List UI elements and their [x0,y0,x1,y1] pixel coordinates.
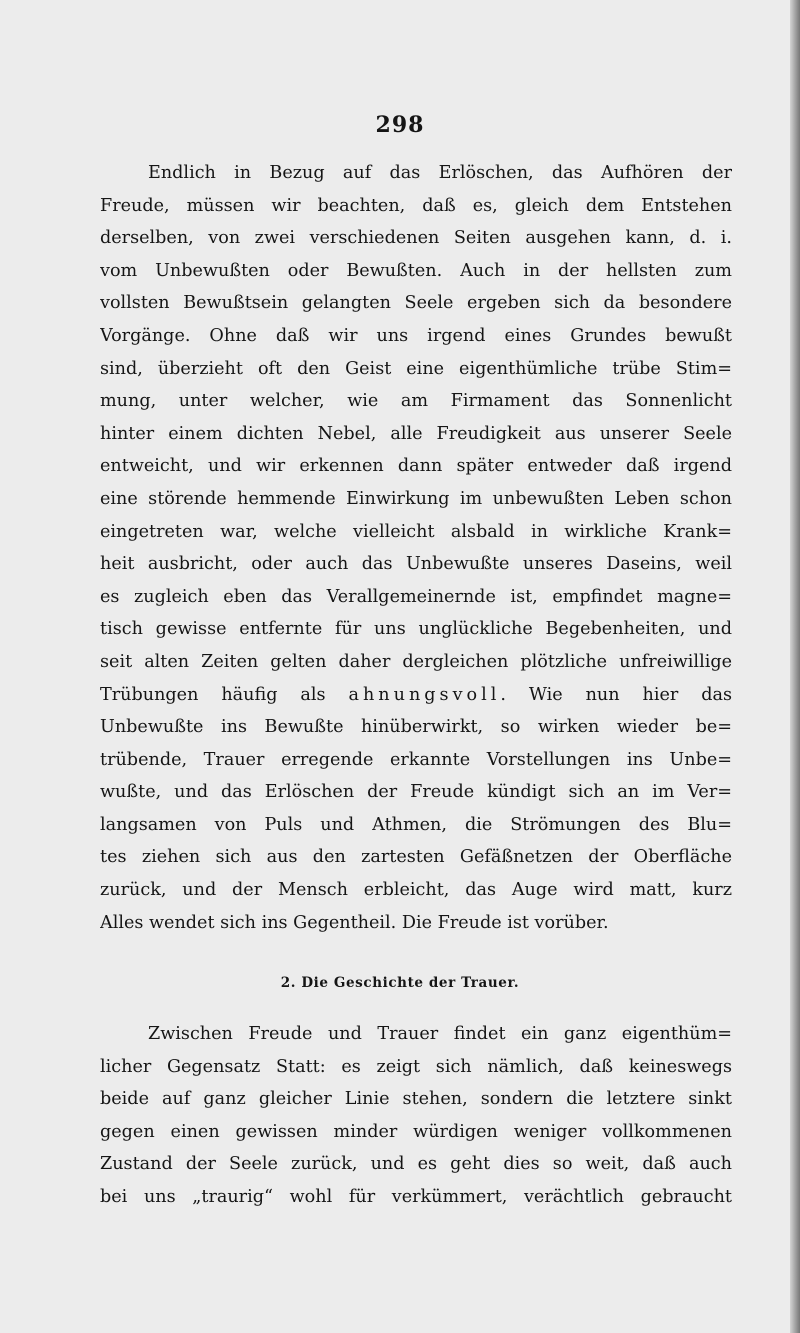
page-number: 298 [375,112,425,138]
text-line: wußte, und das Erlöschen der Freude kündigt sich an im Ver= [100,782,732,803]
text-line: es zugleich eben das Verallgemeinernde ist, empfindet magne= [100,586,732,607]
text-line: gegen einen gewissen minder würdigen weniger vollkommenen [100,1121,732,1142]
text-line: eingetreten war, welche vielleicht alsbald in wirkliche Krank= [100,521,732,542]
text-fragment: . Wie nun hier das [500,684,732,705]
text-line: eine störende hemmende Einwirkung im unbewußten Leben schon [100,488,732,509]
text-line: langsamen von Puls und Athmen, die Strömungen des Blu= [100,814,732,835]
text-line: vom Unbewußten oder Bewußten. Auch in der hellsten zum [100,260,732,281]
text-line: licher Gegensatz Statt: es zeigt sich nämlich, daß keineswegs [100,1056,732,1077]
text-line: bei uns „traurig“ wohl für verkümmert, verächtlich gebraucht [100,1186,732,1207]
text-line: Alles wendet sich ins Gegentheil. Die Freude ist vorüber. [100,912,609,933]
text-line: trübende, Trauer erregende erkannte Vorstellungen ins Unbe= [100,749,732,770]
text-line: hinter einem dichten Nebel, alle Freudigkeit aus unserer Seele [100,423,732,444]
text-line: derselben, von zwei verschiedenen Seiten ausgehen kann, d. i. [100,228,732,249]
text-line: Zustand der Seele zurück, und es geht dies so weit, daß auch [100,1154,732,1175]
text-line: tisch gewisse entfernte für uns unglückliche Begebenheiten, und [100,619,732,640]
text-line: zurück, und der Mensch erbleicht, das Auge wird matt, kurz [100,880,732,901]
paragraph-2 [100,1018,732,1214]
text-line: sind, überzieht oft den Geist eine eigenthümliche trübe Stim= [100,358,732,379]
text-line: entweicht, und wir erkennen dann später entweder daß irgend [100,456,732,477]
text-fragment: Trübungen häufig als [100,684,349,705]
paragraph-1 [100,157,732,939]
text-line: beide auf ganz gleicher Linie stehen, sondern die letztere sinkt [100,1089,732,1110]
text-line: Freude, müssen wir beachten, daß es, gleich dem Entstehen [100,195,732,216]
text-line: heit ausbricht, oder auch das Unbewußte unseres Daseins, weil [100,554,732,575]
text-line: seit alten Zeiten gelten daher dergleichen plötzliche unfreiwillige [100,651,732,672]
text-line: vollsten Bewußtsein gelangten Seele ergeben sich da besondere [100,293,732,314]
text-line: Zwischen Freude und Trauer findet ein ganz eigenthüm= [148,1024,732,1044]
text-line: mung, unter welcher, wie am Firmament das Sonnenlicht [100,391,732,412]
text-line: Unbewußte ins Bewußte hinüberwirkt, so wirken wieder be= [100,717,732,738]
page-edge-shadow [790,0,800,1333]
section-heading: 2. Die Geschichte der Trauer. [280,975,520,991]
text-line: tes ziehen sich aus den zartesten Gefäßnetzen der Oberfläche [100,847,732,868]
text-line-with-emphasis [100,679,732,712]
emphasized-word: ahnungsvoll [348,684,501,705]
text-line: Vorgänge. Ohne daß wir uns irgend eines Grundes bewußt [100,325,732,346]
text-line: Endlich in Bezug auf das Erlöschen, das Aufhören der [148,163,732,183]
